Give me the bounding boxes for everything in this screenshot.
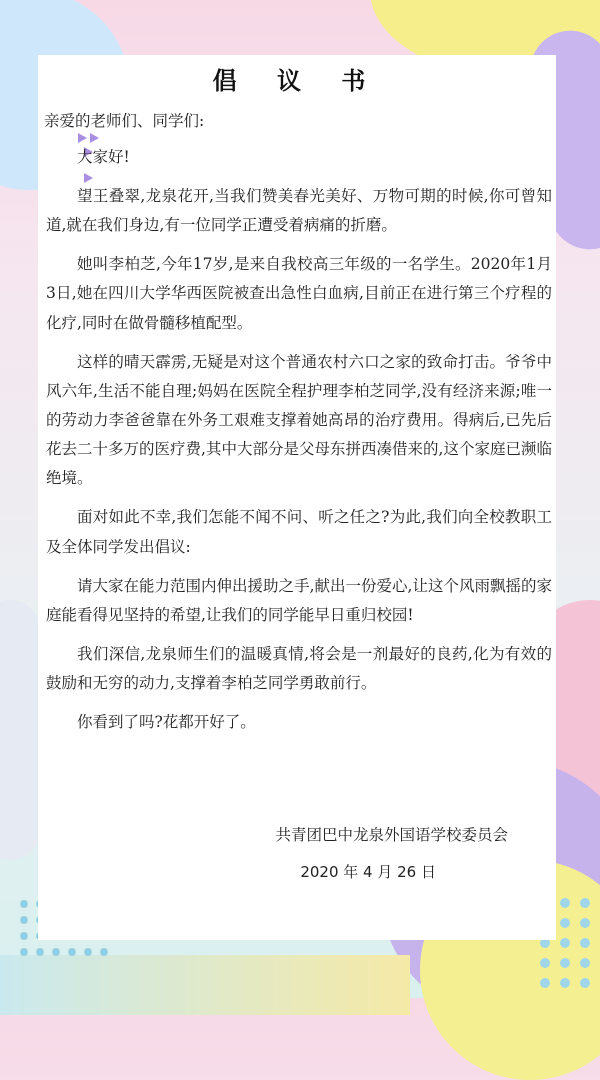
signature: 共青团巴中龙泉外国语学校委员会 bbox=[275, 826, 508, 844]
document-title: 倡 议 书 bbox=[212, 66, 382, 95]
triangle-icon bbox=[90, 133, 99, 143]
paragraph: 大家好! bbox=[77, 148, 130, 166]
letter-body bbox=[46, 143, 552, 747]
decor-bottom-stripe bbox=[0, 955, 410, 1015]
greeting: 亲爱的老师们、同学们: bbox=[44, 112, 205, 130]
paragraph: 望王叠翠,龙泉花开,当我们赞美春光美好、万物可期的时候,你可曾知道,就在我们身边,有一位同学正遭受着病痛的折磨。 bbox=[46, 187, 552, 235]
triangle-icon bbox=[78, 133, 87, 143]
paragraph: 这样的晴天霹雳,无疑是对这个普通农村六口之家的致命打击。爷爷中风六年,生活不能自理;妈妈在医院全程护理李柏芝同学,没有经济来源;唯一的劳动力李爸爸靠在外务工艰难支撑着她高昂的治疗费用。得病后,已先后花去二十多万的医疗费,其中大部分是父母东拼西凑借来的,这个家庭已濒临绝境。 bbox=[46, 352, 552, 488]
letter-paper bbox=[38, 55, 556, 940]
decor-left-stripe bbox=[0, 600, 40, 860]
paragraph: 她叫李柏芝,今年17岁,是来自我校高三年级的一名学生。2020年1月3日,她在四川大学华西医院被查出急性白血病,目前正在进行第三个疗程的化疗,同时在做骨髓移植配型。 bbox=[46, 255, 552, 332]
paragraph: 你看到了吗?花都开好了。 bbox=[77, 713, 256, 732]
paragraph: 我们深信,龙泉师生们的温暖真情,将会是一剂最好的良药,化为有效的鼓励和无穷的动力,支撑着李柏芝同学勇敢前行。 bbox=[46, 644, 552, 693]
paragraph: 面对如此不幸,我们怎能不闻不问、听之任之?为此,我们向全校教职工及全体同学发出倡议: bbox=[46, 508, 552, 556]
paragraph: 请大家在能力范围内伸出援助之手,献出一份爱心,让这个风雨飘摇的家庭能看得见坚持的希望,让我们的同学能早日重归校园! bbox=[46, 576, 552, 624]
date: 2020 年 4 月 26 日 bbox=[300, 863, 436, 881]
